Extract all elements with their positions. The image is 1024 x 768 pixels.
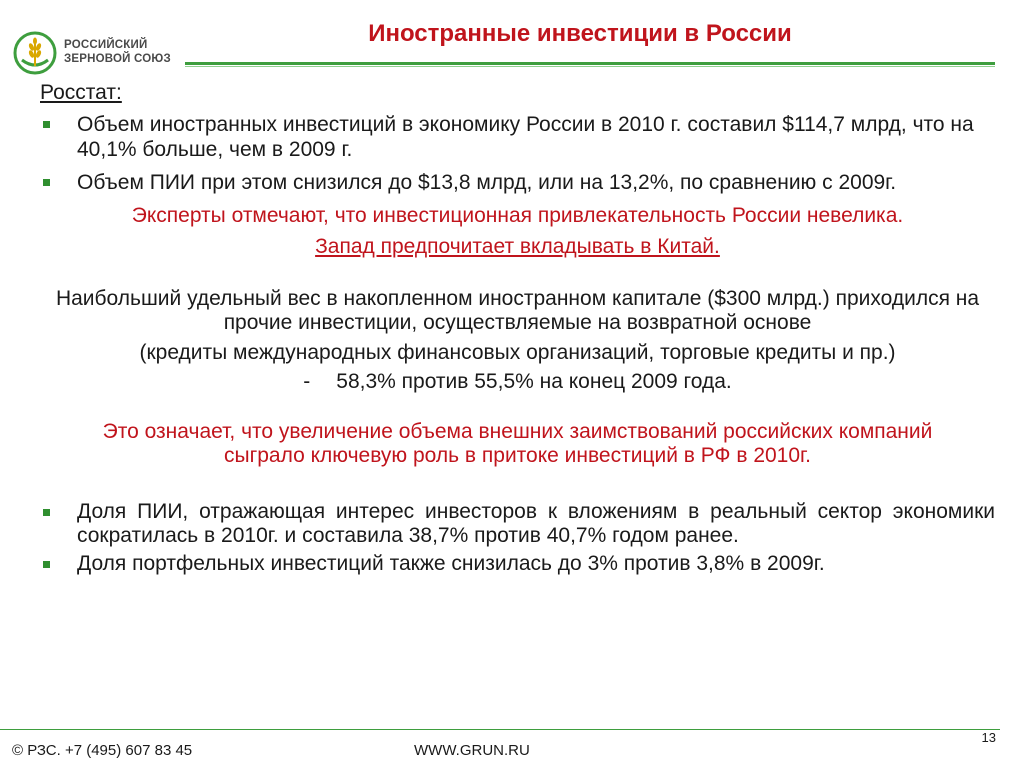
bullet-text: Объем иностранных инвестиций в экономику России в 2010 г. составил $114,7 млрд, что на 40,1% больше, чем в 2009 г. [77, 113, 974, 161]
spacer [40, 259, 995, 287]
bullet-text: Доля ПИИ, отражающая интерес инвесторов к вложениям в реальный сектор экономики сократилась в 2010г. и составила 38,7% против 40,7% годом ранее. [77, 500, 995, 547]
logo-line-2: ЗЕРНОВОЙ СОЮЗ [64, 53, 171, 65]
logo [12, 30, 182, 76]
dash-item [40, 369, 995, 394]
dash-item-text: 58,3% против 55,5% на конец 2009 года. [336, 370, 732, 393]
logo-line-1: РОССИЙСКИЙ [64, 39, 148, 51]
bullet-square-icon [43, 121, 50, 128]
footer-divider [0, 729, 1000, 730]
bullet-square-icon [43, 179, 50, 186]
capital-paragraph: Наибольший удельный вес в накопленном иностранном капитале ($300 млрд.) приходился на прочие инвестиции, осуществляемые на возвратной основе [55, 287, 980, 334]
china-note-wrap [40, 234, 995, 259]
header-divider [185, 62, 995, 65]
slide-content [40, 78, 995, 580]
bullet-text: Доля портфельных инвестиций также снизилась до 3% против 3,8% в 2009г. [77, 552, 825, 575]
expert-note: Эксперты отмечают, что инвестиционная привлекательность России невелика. [131, 204, 904, 227]
top-bullet-list [40, 112, 995, 195]
source-label [40, 80, 995, 105]
bottom-bullet-list [40, 500, 995, 576]
list-item [40, 170, 995, 195]
spacer [40, 394, 995, 420]
wheat-emblem-icon [12, 30, 58, 76]
bullet-text: Объем ПИИ при этом снизился до $13,8 млрд, или на 13,2%, по сравнению с 2009г. [77, 171, 897, 194]
capital-paragraph-2: (кредиты международных финансовых организаций, торговые кредиты и пр.) [139, 341, 896, 364]
header-divider-thin [185, 66, 995, 67]
page-title: Иностранные инвестиции в России [368, 20, 792, 47]
logo-text [64, 38, 171, 66]
source-colon: : [115, 81, 122, 104]
footer-website: WWW.GRUN.RU [414, 742, 530, 759]
source-name: Росстат [40, 81, 116, 104]
china-note: Запад предпочитает вкладывать в Китай. [315, 235, 720, 258]
page-number: 13 [981, 730, 996, 745]
list-item [40, 552, 995, 576]
list-item [40, 112, 995, 162]
footer-contact: © РЗС. +7 (495) 607 83 45 [12, 742, 193, 759]
dash-marker: - [303, 370, 311, 393]
bullet-square-icon [43, 561, 50, 568]
bullet-square-icon [43, 509, 50, 516]
borrowing-note: Это означает, что увеличение объема внешних заимствований российских компаний сыграло ключевую роль в притоке инвестиций в РФ в 2010г. [102, 420, 933, 467]
list-item [40, 500, 995, 548]
spacer [40, 468, 995, 500]
